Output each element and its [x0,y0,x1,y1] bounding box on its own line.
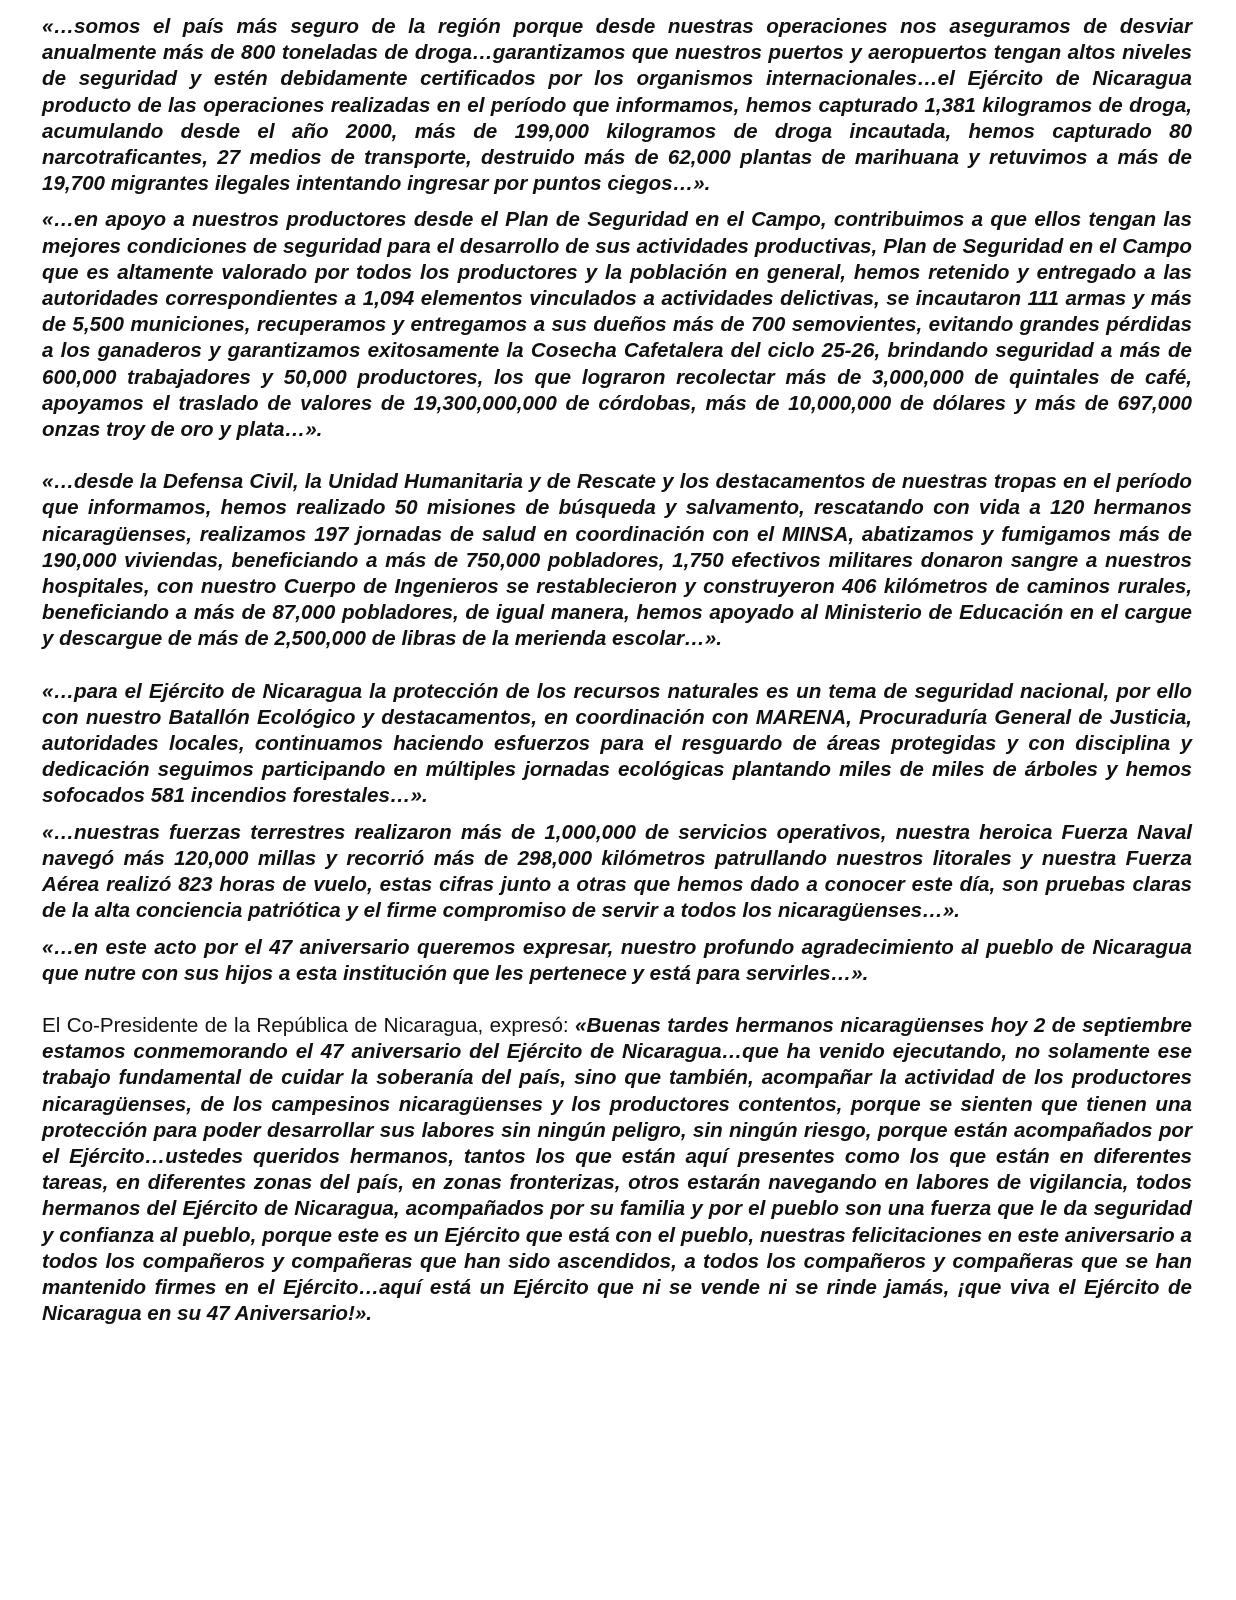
closing-quote-text: «Buenas tardes hermanos nicaragüenses hoy 2 de septiembre estamos conmemorando el 47 aniversario del Ejército de Nicaragua…que ha venido ejecutando, no solamente ese trabajo fundamental de cuidar la soberanía del país, sino que también, acompañar la actividad de los productores nicaragüenses, de los campesinos nicaragüenses y los productores contentos, porque se sienten que tienen una protección para poder desarrollar sus labores sin ningún peligro, sin ningún riesgo, porque están acompañados por el Ejército…ustedes queridos hermanos, tantos los que están aquí presentes como los que están en diferentes tareas, en diferentes zonas del país, en zonas fronterizas, otros estarán navegando en labores de vigilancia, todos hermanos del Ejército de Nicaragua, acompañados por su familia y por el pueblo son una fuerza que le da seguridad y confianza al pueblo, porque este es un Ejército que está con el pueblo, nuestras felicitaciones en este aniversario a todos los compañeros y compañeras que han sido ascendidos, a todos los compañeros y compañeras que se han mantenido firmes en el Ejército…aquí está un Ejército que ni se vende ni se rinde jamás, ¡que viva el Ejército de Nicaragua en su 47 Aniversario!». [42,1013,1192,1326]
quote-paragraph-natural-resources: «…para el Ejército de Nicaragua la protección de los recursos naturales es un tema de seguridad nacional, por ello con nuestro Batallón Ecológico y destacamentos, en coordinación con MARENA, Procuraduría General de Justicia, autoridades locales, continuamos haciendo esfuerzos para el resguardo de áreas protegidas y con disciplina y dedicación seguimos participando en múltiples jornadas ecológicas plantando miles de miles de árboles y hemos sofocados 581 incendios forestales…». [42,679,1192,808]
quote-paragraph-civil-defense: «…desde la Defensa Civil, la Unidad Humanitaria y de Rescate y los destacamentos de nuestras tropas en el período que informamos, hemos realizado 50 misiones de búsqueda y salvamento, rescatando con vida a 120 hermanos nicaragüenses, realizamos 197 jornadas de salud en coordinación con el MINSA, abatizamos y fumigamos más de 190,000 viviendas, beneficiando a más de 750,000 pobladores, 1,750 efectivos militares donaron sangre a nuestros hospitales, con nuestro Cuerpo de Ingenieros se restablecieron y construyeron 406 kilómetros de caminos rurales, beneficiando a más de 87,000 pobladores, de igual manera, hemos apoyado al Ministerio de Educación en el cargue y descargue de más de 2,500,000 de libras de la merienda escolar…». [42,470,1192,651]
closing-intro-text: El Co-Presidente de la República de Nicaragua, expresó: [42,1013,576,1037]
closing-paragraph [42,1013,1192,1327]
quote-paragraph-drug-operations: «…somos el país más seguro de la región porque desde nuestras operaciones nos aseguramos de desviar anualmente más de 800 toneladas de droga…garantizamos que nuestros puertos y aeropuertos tengan altos niveles de seguridad y estén debidamente certificados por los organismos internacionales…el Ejército de Nicaragua producto de las operaciones realizadas en el período que informamos, hemos capturado 1,381 kilogramos de droga, acumulando desde el año 2000, más de 199,000 kilogramos de droga incautada, hemos capturado 80 narcotraficantes, 27 medios de transporte, destruido más de 62,000 plantas de marihuana y retuvimos a más de 19,700 migrantes ilegales intentando ingresar por puntos ciegos…». [42,15,1192,196]
document-page [42,14,1192,1327]
quote-paragraph-rural-security: «…en apoyo a nuestros productores desde el Plan de Seguridad en el Campo, contribuimos a que ellos tengan las mejores condiciones de seguridad para el desarrollo de sus actividades productivas, Plan de Seguridad en el Campo que es altamente valorado por todos los productores y la población en general, hemos retenido y entregado a las autoridades correspondientes a 1,094 elementos vinculados a actividades delictivas, se incautaron 111 armas y más de 5,500 municiones, recuperamos y entregamos a sus dueños más de 700 semovientes, evitando grandes pérdidas a los ganaderos y garantizamos exitosamente la Cosecha Cafetalera del ciclo 25-26, brindando seguridad a más de 600,000 trabajadores y 50,000 productores, los que lograron recolectar más de 3,000,000 de quintales de café, apoyamos el traslado de valores de 19,300,000,000 de córdobas, más de 10,000,000 de dólares y más de 697,000 onzas troy de oro y plata…». [42,208,1192,442]
quote-paragraph-armed-forces: «…nuestras fuerzas terrestres realizaron más de 1,000,000 de servicios operativos, nuestra heroica Fuerza Naval navegó más 120,000 millas y recorrió más de 298,000 kilómetros patrullando nuestros litorales y nuestra Fuerza Aérea realizó 823 horas de vuelo, estas cifras junto a otras que hemos dado a conocer este día, son pruebas claras de la alta conciencia patriótica y el firme compromiso de servir a todos los nicaragüenses…». [42,820,1192,923]
quote-paragraph-gratitude: «…en este acto por el 47 aniversario queremos expresar, nuestro profundo agradecimiento al pueblo de Nicaragua que nutre con sus hijos a esta institución que les pertenece y está para servirles…». [42,935,1192,985]
